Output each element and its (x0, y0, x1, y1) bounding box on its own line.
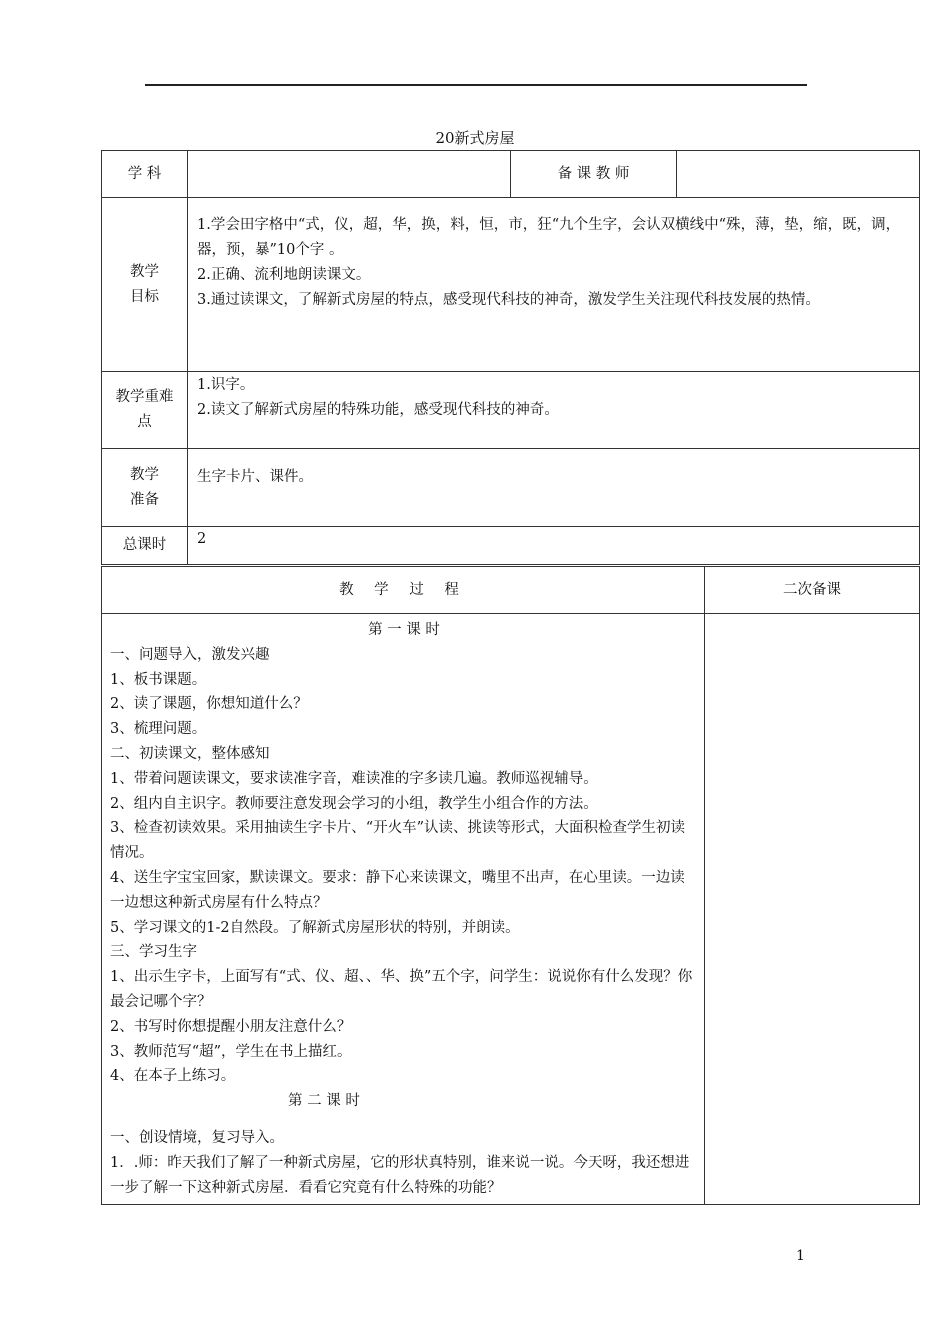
objective-item: 1.学会田字格中“式，仪，超，华，换，料，恒，市，狂“九个生字，会认双横线中“殊，薄，垫，缩，既，调，器，预，暴”10个字 。 (197, 217, 901, 258)
process-line: 3、教师范写“超”，学生在书上描红。 (110, 1043, 352, 1060)
key-point-item: 1.识字。 (197, 377, 255, 393)
process-line: 4、送生字宝宝回家，默读课文。要求：静下心来读课文，嘴里不出声，在心里读。一边读一边想这种新式房屋有什么特点？ (110, 869, 685, 911)
process-line: 3、梳理问题。 (110, 721, 207, 738)
total-hours-value: 2 (188, 527, 920, 565)
teaching-process-table (101, 566, 920, 1205)
second-prep-content (705, 614, 920, 1205)
subject-value (188, 151, 511, 198)
preparation-content: 生字卡片、课件。 (188, 449, 920, 527)
process-content (102, 614, 705, 1205)
objectives-content (188, 198, 920, 372)
teacher-label: 备 课 教 师 (511, 151, 677, 198)
process-line: 1、出示生字卡，上面写有“式、仪、超、、华、换”五个字，问学生：说说你有什么发现？你最会记哪个字？ (110, 969, 693, 1010)
header-rule (145, 84, 807, 86)
process-line: 一、创设情境，复习导入。 (110, 1129, 284, 1146)
process-line: 1、带着问题读课文，要求读准字音，难读准的字多读几遍。教师巡视辅导。 (110, 770, 598, 787)
process-line: 二、初读课文，整体感知 (110, 745, 270, 762)
process-line: 3、检查初读效果。采用抽读生字卡片、“开火车”认读、挑读等形式，大面积检查学生初读情况。 (110, 820, 686, 862)
document-title: 20新式房屋 (435, 129, 515, 147)
total-hours-label: 总课时 (102, 527, 188, 565)
objectives-label: 教学 目标 (102, 198, 188, 372)
page-number: 1 (796, 1248, 805, 1264)
second-prep-header: 二次备课 (705, 567, 920, 614)
objective-item: 2.正确、流利地朗读课文。 (197, 267, 371, 283)
process-line: 5、学习课文的1-2自然段。了解新式房屋形状的特别，并朗读。 (110, 919, 520, 936)
objective-item: 3.通过读课文，了解新式房屋的特点，感受现代科技的神奇，激发学生关注现代科技发展的热情。 (197, 292, 820, 308)
process-line: 1．.师：昨天我们了解了一种新式房屋，它的形状真特别，谁来说一说。今天呀，我还想进一步了解一下这种新式房屋．看看它究竟有什么特殊的功能？ (110, 1154, 690, 1196)
process-line: 三、学习生字 (110, 944, 197, 961)
process-line: 2、组内自主识字。教师要注意发现会学习的小组，教学生小组合作的方法。 (110, 795, 598, 812)
teacher-value (677, 151, 920, 198)
process-line: 1、板书课题。 (110, 671, 207, 688)
lesson2-title: 第 二 课 时 (288, 1093, 360, 1110)
process-line: 4、在本子上练习。 (110, 1068, 236, 1085)
subject-label: 学 科 (102, 151, 188, 198)
key-points-content (188, 372, 920, 449)
lesson1-title: 第 一 课 时 (368, 622, 440, 638)
key-point-item: 2.读文了解新式房屋的特殊功能，感受现代科技的神奇。 (197, 402, 559, 418)
process-line: 一、问题导入，激发兴趣 (110, 646, 270, 663)
process-header: 教 学 过 程 (102, 567, 705, 614)
process-line: 2、书写时你想提醒小朋友注意什么？ (110, 1018, 352, 1035)
key-points-label: 教学重难 点 (102, 372, 188, 449)
preparation-label: 教学 准备 (102, 449, 188, 527)
process-line: 2、读了课题，你想知道什么？ (110, 696, 308, 713)
lesson-info-table (101, 150, 920, 565)
